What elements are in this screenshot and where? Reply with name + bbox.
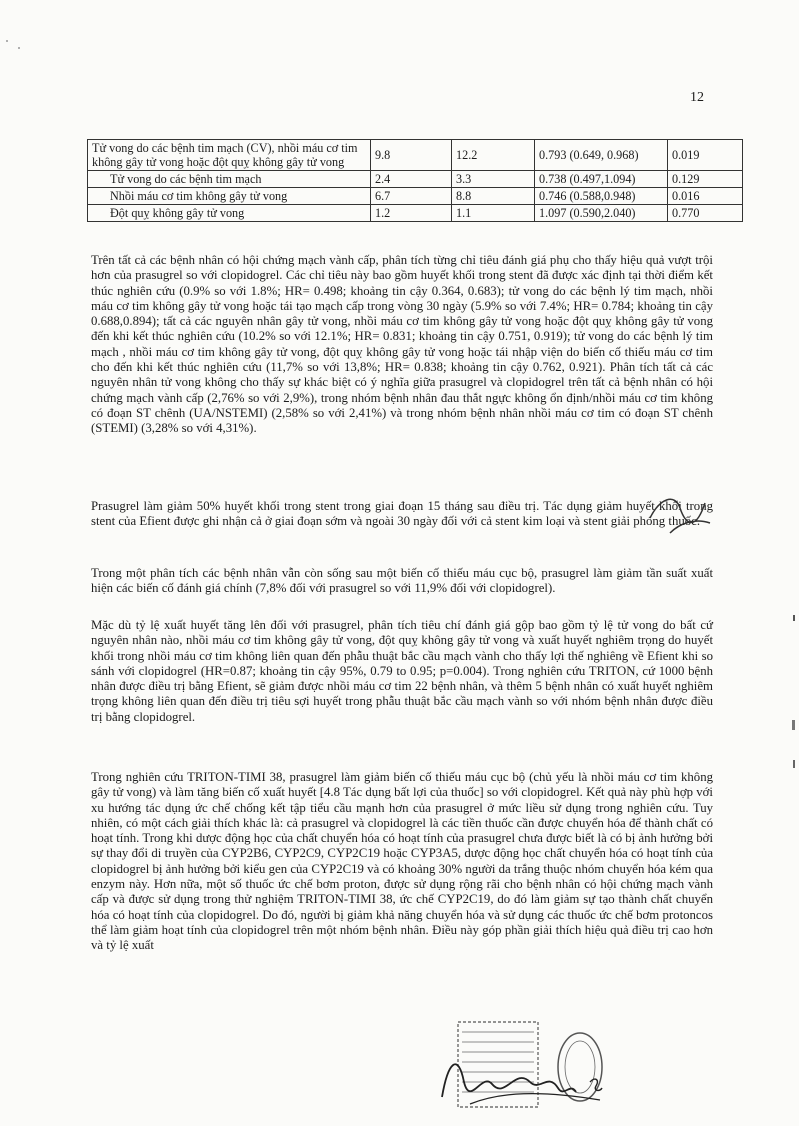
signature-seal — [430, 1012, 620, 1112]
table-row — [88, 140, 743, 171]
scan-mark-right — [785, 600, 797, 800]
paragraph-bleeding-composite: Mặc dù tỷ lệ xuất huyết tăng lên đối với prasugrel, phân tích tiêu chí đánh giá gộp bao gồm tỷ lệ tử vong do bất cứ nguyên nhân nào, nhồi máu cơ tim không gây tử vong, đột quỵ không gây tử vong và xuất huyết nghiêm trọng do huyết khối trong nhồi máu cơ tim không liên quan đến phẫu thuật bắc cầu mạch vành cho thấy lợi thế nghiêng về Efient khi so sánh với clopidogrel (HR=0.87; khoảng tin cậy 95%, 0.79 to 0.95; p=0.004). Trong nghiên cứu TRITON, cứ 1000 bệnh nhân được điều trị bằng Efient, sẽ giảm được nhồi máu cơ tim 22 bệnh nhân, và thêm 5 bệnh nhân có xuất huyết nghiêm trọng không liên quan đến điều trị tiêu sợi huyết trong phẫu thuật bắc cầu mạch vành so với nhóm bệnh nhân được điều trị bằng clopidogrel. — [91, 618, 713, 724]
p-value-cell: 0.770 — [668, 205, 743, 222]
hazard-ratio-cell: 0.746 (0.588,0.948) — [535, 188, 668, 205]
paragraph-secondary-endpoints: Trên tất cả các bệnh nhân có hội chứng mạch vành cấp, phân tích từng chỉ tiêu đánh giá phụ cho thấy hiệu quả vượt trội hơn của prasugrel so với clopidogrel. Các chỉ tiêu này bao gồm huyết khối trong stent đã được xác định tại thời điểm kết thúc nghiên cứu (0.9% so với 1.8%; HR= 0.498; khoảng tin cậy 0.364, 0.683); tử vong do các bệnh lý tim mạch, nhồi máu cơ tim không gây tử vong hoặc tái tạo mạch cấp trong vòng 30 ngày (5.9% so với 7.4%; HR= 0.784; khoảng tin cậy 0.688,0.894); tất cả các nguyên nhân gây tử vong, nhồi máu cơ tim không gây tử vong hoặc đột quỵ không gây tử vong đến khi kết thúc nghiên cứu (10.2% so với 12.1%; HR= 0.831; khoảng tin cậy 0.751, 0.919); tử vong do các bệnh lý tim mạch , nhồi máu cơ tim không gây tử vong, đột quỵ không gây tử vong hoặc tái nhập viện do biến cố thiếu máu cơ tim cho đến khi kết thúc nghiên cứu (11,7% so với 13,8%; HR= 0.838; khoảng tin cậy 0.762, 0.921). Phân tích tất cả các nguyên nhân tử vong không cho thấy sự khác biệt có ý nghĩa giữa prasugrel và clopidogrel trên tất cả bệnh nhân có hội chứng mạch vành cấp (2,76% so với 2,9%), trong nhóm bệnh nhân đau thắt ngực không ổn định/nhồi máu cơ tim không có đoạn ST chênh (UA/NSTEMI) (2,58% so với 2,41%) và trong nhóm bệnh nhân nhồi máu cơ tim có đoạn ST chênh (STEMI) (3,28% so với 4,31%). — [91, 253, 713, 436]
paragraph-stent-thrombosis: Prasugrel làm giảm 50% huyết khối trong stent trong giai đoạn 15 tháng sau điều trị. Tác dụng giảm huyết khối trong stent của Efient được ghi nhận cả ở giai đoạn sớm và ngoài 30 ngày đối với cả stent kim loại và stent giải phóng thuốc. — [91, 499, 713, 529]
clopidogrel-cell: 3.3 — [452, 171, 535, 188]
clopidogrel-cell: 1.1 — [452, 205, 535, 222]
prasugrel-cell: 2.4 — [371, 171, 452, 188]
hazard-ratio-cell: 0.793 (0.649, 0.968) — [535, 140, 668, 171]
outcome-cell: Tử vong do các bệnh tim mạch — [88, 171, 371, 188]
outcome-cell: Nhồi máu cơ tim không gây tử vong — [88, 188, 371, 205]
table-row — [88, 205, 743, 222]
prasugrel-cell: 1.2 — [371, 205, 452, 222]
scan-mark-left — [4, 38, 24, 52]
clopidogrel-cell: 8.8 — [452, 188, 535, 205]
table-row — [88, 188, 743, 205]
prasugrel-cell: 6.7 — [371, 188, 452, 205]
outcome-cell: Đột quỵ không gây tử vong — [88, 205, 371, 222]
p-value-cell: 0.016 — [668, 188, 743, 205]
page-number: 12 — [690, 90, 704, 105]
outcome-cell: Tử vong do các bệnh tim mạch (CV), nhồi máu cơ tim không gây tử vong hoặc đột quỵ không gây tử vong — [88, 140, 371, 171]
prasugrel-cell: 9.8 — [371, 140, 452, 171]
paragraph-triton-timi-38: Trong nghiên cứu TRITON-TIMI 38, prasugrel làm giảm biến cố thiếu máu cục bộ (chủ yếu là nhồi máu cơ tim không gây tử vong) và làm tăng biến cố xuất huyết [4.8 Tác dụng bất lợi của thuốc] so với clopidogrel. Kết quả này phù hợp với xu hướng tác dụng ức chế chống kết tập tiểu cầu mạnh hơn của prasugrel ở mức liều sử dụng trong nghiên cứu. Tuy nhiên, có một cách giải thích khác là: cả prasugrel và clopidogrel là các tiền thuốc cần được chuyển hóa để thành chất có hoạt tính. Trong khi dược động học của chất chuyển hóa có hoạt tính của prasugrel chưa được biết là có bị ảnh hưởng bởi sự thay đổi di truyền của CYP2B6, CYP2C9, CYP2C19 hoặc CYP3A5, dược động học chất chuyển hóa có hoạt tính của clopidogrel bị ảnh hưởng bởi kiểu gen của CYP2C19 và có khoảng 30% người da trắng thuộc nhóm chuyển hóa kém qua enzym này. Hơn nữa, một số thuốc ức chế bơm proton, được sử dụng rộng rãi cho bệnh nhân có hội chứng mạch vành cấp và được sử dụng trong thử nghiệm TRITON-TIMI 38, ức chế CYP2C19, do đó làm giảm sự tạo thành chất chuyển hóa có hoạt tính của clopidogrel. Do đó, người bị giảm khả năng chuyển hóa và sử dụng các thuốc ức chế bơm protoncos thể làm giảm hoạt tính của clopidogrel trên một nhóm bệnh nhân. Điều này góp phần giải thích hiệu quả điều trị cao hơn và tỷ lệ xuất — [91, 770, 713, 953]
p-value-cell: 0.019 — [668, 140, 743, 171]
hazard-ratio-cell: 0.738 (0.497,1.094) — [535, 171, 668, 188]
p-value-cell: 0.129 — [668, 171, 743, 188]
initial-mark — [640, 478, 720, 548]
clopidogrel-cell: 12.2 — [452, 140, 535, 171]
table-row — [88, 171, 743, 188]
results-table — [87, 139, 743, 222]
paragraph-survivors-analysis: Trong một phân tích các bệnh nhân vẫn còn sống sau một biến cố thiếu máu cục bộ, prasugrel làm giảm tần suất xuất hiện các biến cố đánh giá chính (7,8% đối với prasugrel so với 11,9% đối với clopidogrel). — [91, 566, 713, 596]
hazard-ratio-cell: 1.097 (0.590,2.040) — [535, 205, 668, 222]
results-table-body — [88, 140, 743, 222]
